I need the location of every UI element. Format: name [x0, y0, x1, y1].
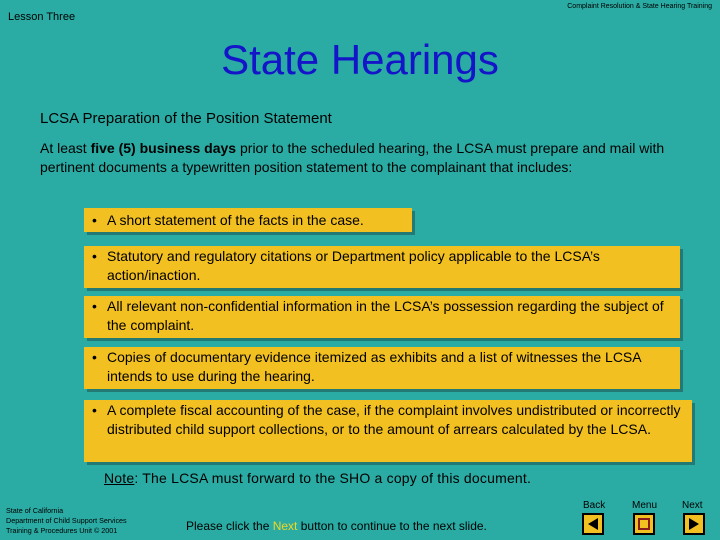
bullet-box-information	[84, 296, 680, 338]
note-line	[104, 470, 531, 486]
lesson-label: Lesson Three	[8, 11, 76, 23]
bullet-text: All relevant non-confidential information in the LCSA’s possession regarding the subject of the complaint.	[107, 298, 664, 333]
intro-paragraph	[40, 139, 700, 177]
next-arrow-icon	[685, 515, 703, 533]
footer-org-line: Department of Child Support Services	[6, 516, 127, 525]
bullet-marker: •	[92, 402, 97, 418]
intro-suffix: prior to the scheduled hearing, the LCSA must prepare and mail with pertinent documents a typewritten position statement to the complainant that includes:	[40, 140, 665, 175]
menu-button[interactable]	[633, 513, 655, 535]
bullet-box-facts	[84, 208, 412, 232]
footer-org	[6, 506, 127, 536]
bullet-text: Statutory and regulatory citations or Department policy applicable to the LCSA’s action/inaction.	[107, 248, 600, 283]
bullet-text: A short statement of the facts in the case.	[107, 212, 364, 228]
slide-title: State Hearings	[221, 36, 499, 83]
intro-emphasis: five (5) business days	[90, 140, 237, 156]
back-arrow-icon	[584, 515, 602, 533]
bullet-box-fiscal	[84, 400, 692, 462]
next-label: Next	[682, 500, 703, 511]
slide-subtitle: LCSA Preparation of the Position Statement	[40, 110, 332, 127]
course-title: Complaint Resolution & State Hearing Training	[567, 3, 712, 10]
bullet-marker: •	[92, 349, 97, 365]
menu-square-icon	[635, 515, 653, 533]
back-label: Back	[583, 500, 606, 511]
instruction-next-link: Next	[272, 519, 298, 533]
menu-label: Menu	[632, 500, 658, 511]
bullet-marker: •	[92, 212, 97, 228]
instruction-suffix: button to continue to the next slide.	[297, 519, 487, 533]
next-button[interactable]	[683, 513, 705, 535]
bullet-box-evidence	[84, 347, 680, 389]
bullet-marker: •	[92, 298, 97, 314]
intro-prefix: At least	[40, 140, 91, 156]
footer-instruction	[186, 519, 487, 533]
footer-org-line: Training & Procedures Unit © 2001	[6, 526, 118, 535]
footer-org-line: State of California	[6, 506, 64, 515]
back-button[interactable]	[582, 513, 604, 535]
bullet-marker: •	[92, 248, 97, 264]
note-text: : The LCSA must forward to the SHO a copy of this document.	[134, 470, 532, 486]
instruction-prefix: Please click the	[186, 519, 273, 533]
bullet-text: A complete fiscal accounting of the case, if the complaint involves undistributed or incorrectly distributed child support collections, or to the amount of arrears calculated by the LCSA.	[107, 402, 681, 437]
bullet-text: Copies of documentary evidence itemized as exhibits and a list of witnesses the LCSA intends to use during the hearing.	[107, 349, 641, 384]
note-label: Note	[104, 470, 135, 486]
bullet-box-citations	[84, 246, 680, 288]
